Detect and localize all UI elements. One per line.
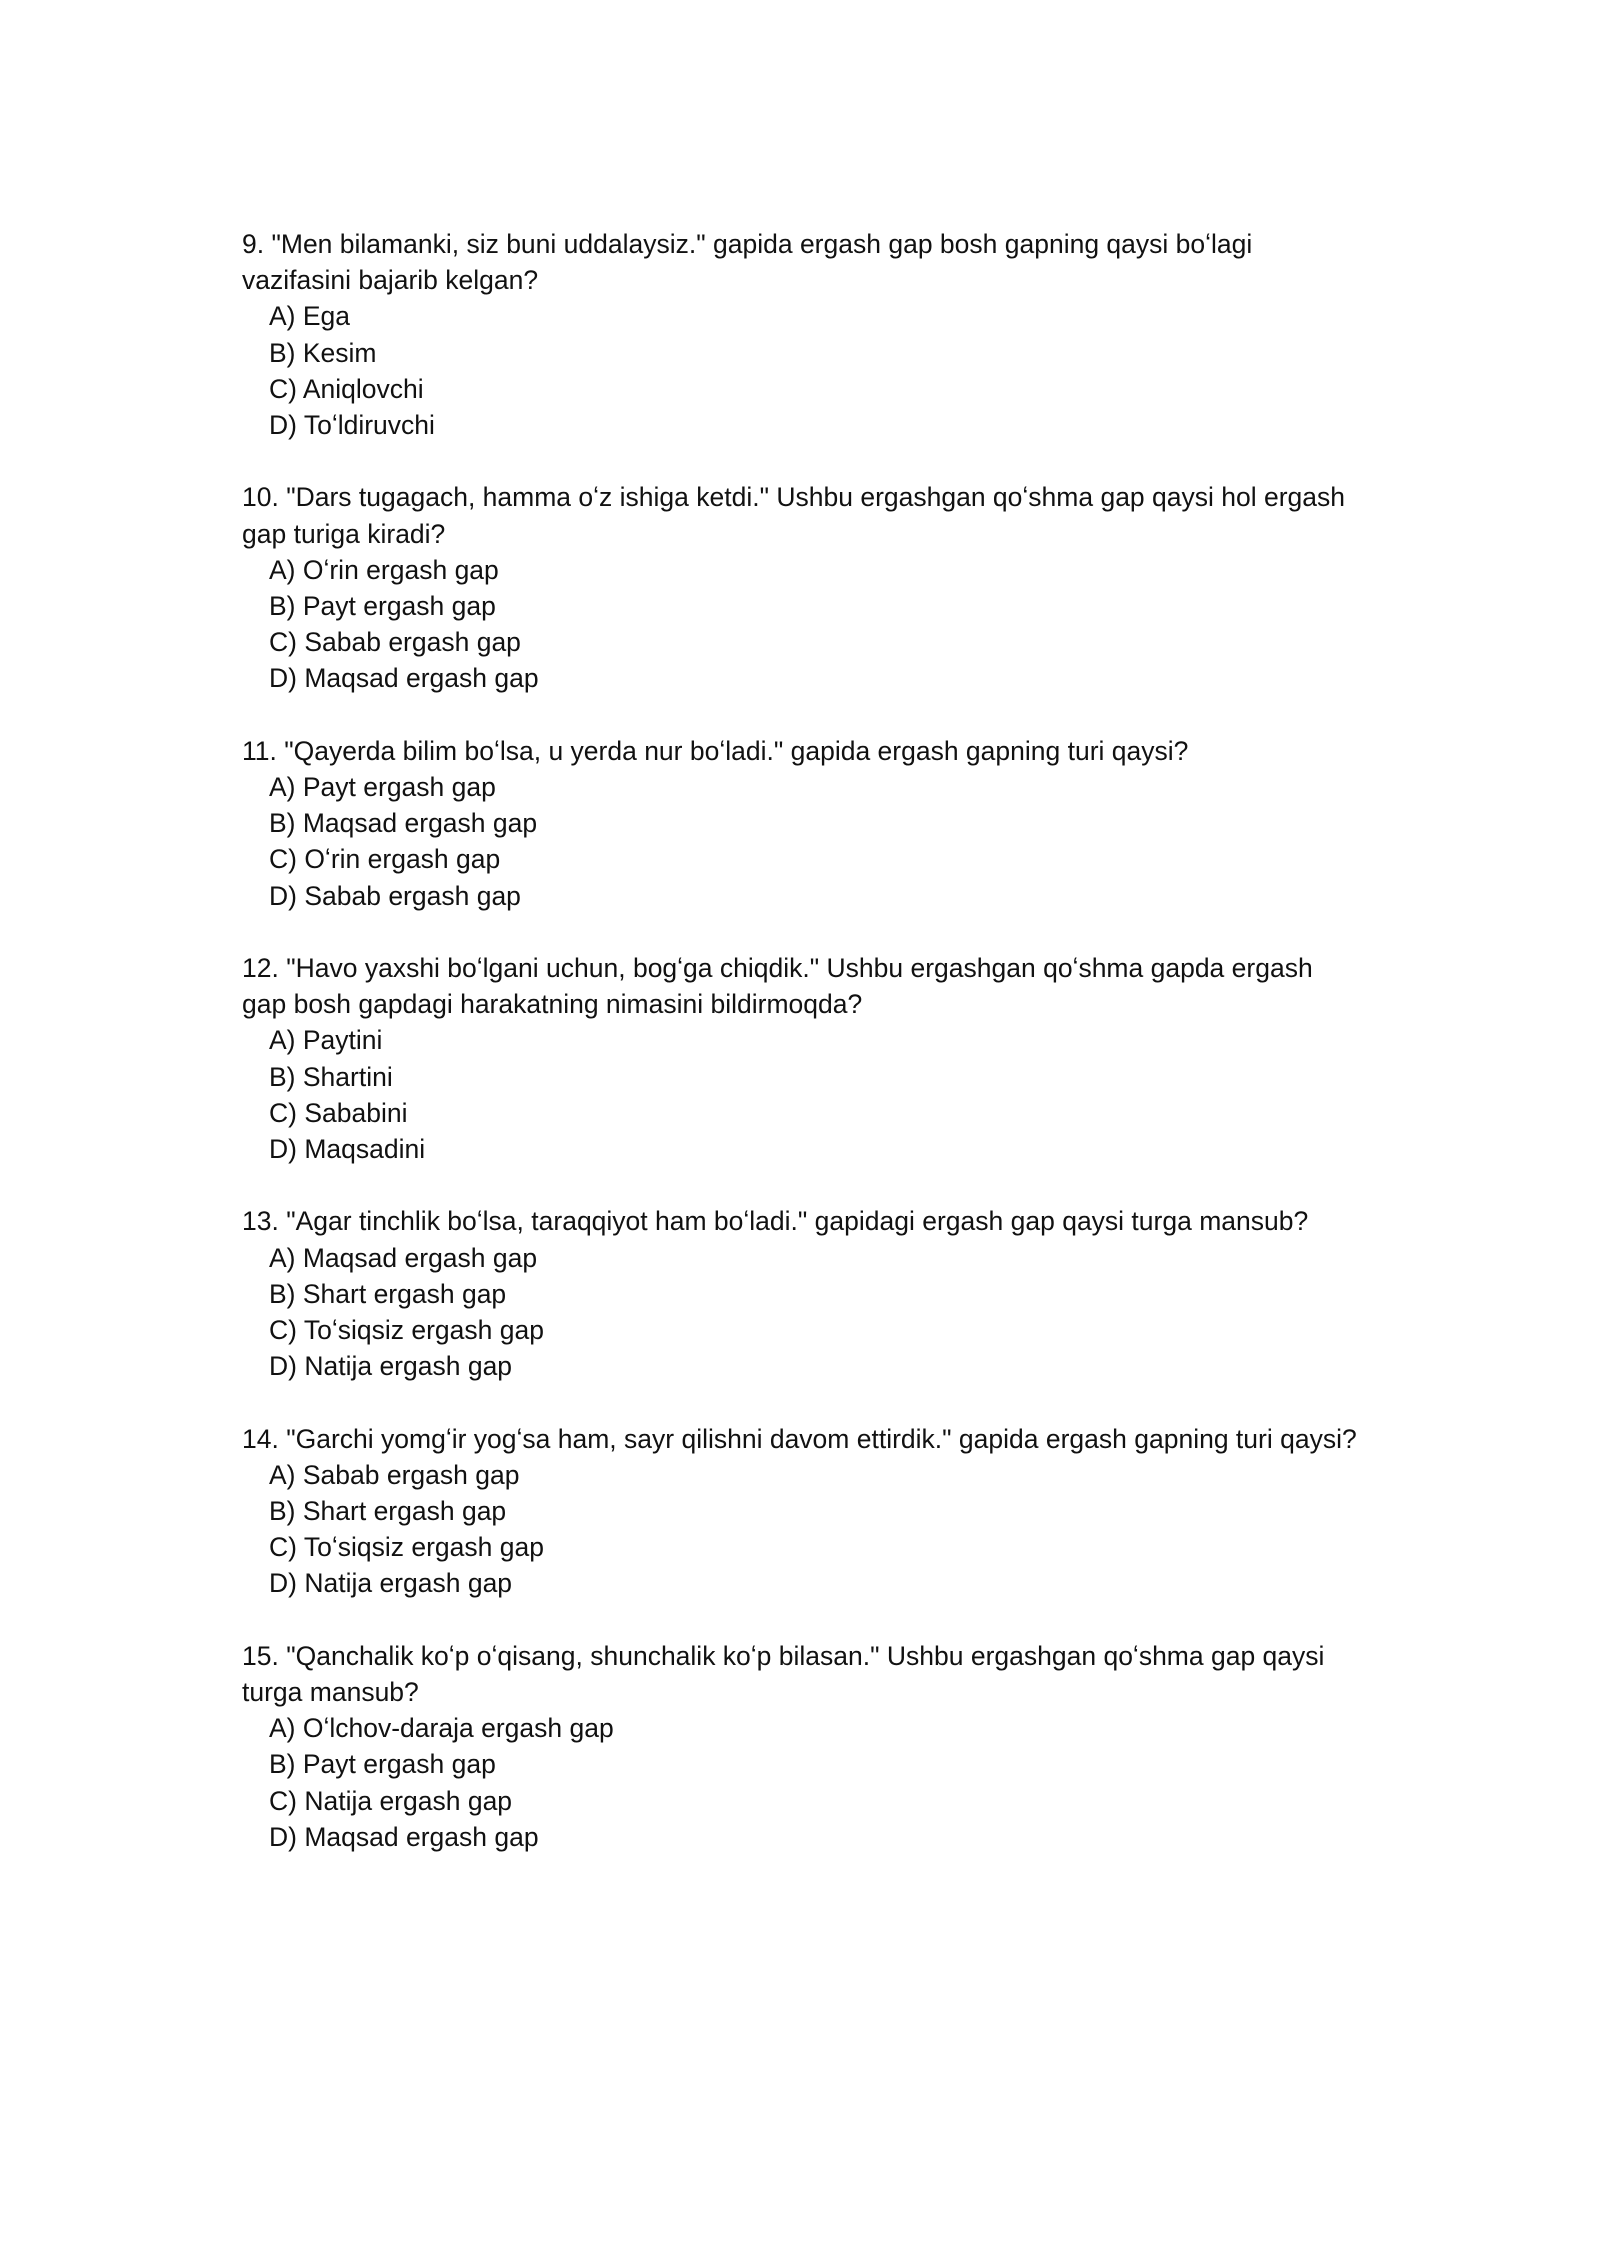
option-c: C) Oʻrin ergash gap <box>269 844 501 875</box>
option-b: B) Payt ergash gap <box>269 591 496 622</box>
option-a: A) Oʻlchov-daraja ergash gap <box>269 1713 614 1744</box>
option-c: C) Natija ergash gap <box>269 1785 513 1816</box>
option-a: A) Maqsad ergash gap <box>269 1242 538 1273</box>
answer-options <box>242 769 1362 914</box>
question-text: 15. "Qanchalik koʻp oʻqisang, shunchalik koʻp bilasan." Ushbu ergashgan qoʻshma gap qaysi turga mansub? <box>242 1640 1325 1708</box>
question-text: 10. "Dars tugagach, hamma oʻz ishiga ketdi." Ushbu ergashgan qoʻshma gap qaysi hol ergash gap turiga kiradi? <box>242 482 1346 549</box>
option-c: C) Toʻsiqsiz ergash gap <box>269 1315 544 1346</box>
question-12 <box>242 950 1362 1167</box>
option-d: D) Maqsad ergash gap <box>269 1821 539 1852</box>
question-text: 12. "Havo yaxshi boʻlgani uchun, bogʻga chiqdik." Ushbu ergashgan qoʻshma gapda ergash gap bosh gapdagi harakatning nimasini bildirmoqda? <box>242 953 1313 1020</box>
question-11 <box>242 733 1362 914</box>
option-d: D) Natija ergash gap <box>269 1351 513 1382</box>
question-10 <box>242 479 1362 696</box>
option-d: D) Toʻldiruvchi <box>269 410 435 441</box>
answer-options <box>242 1457 1362 1602</box>
answer-options <box>242 1710 1362 1855</box>
option-c: C) Sabab ergash gap <box>269 627 521 658</box>
question-text: 9. "Men bilamanki, siz buni uddalaysiz." gapida ergash gap bosh gapning qaysi boʻlagi vazifasini bajarib kelgan? <box>242 229 1253 296</box>
option-a: A) Paytini <box>269 1025 383 1056</box>
option-a: A) Ega <box>269 301 351 332</box>
option-a: A) Payt ergash gap <box>269 772 496 803</box>
option-b: B) Payt ergash gap <box>269 1749 496 1780</box>
option-b: B) Shart ergash gap <box>269 1496 507 1527</box>
question-13 <box>242 1203 1362 1384</box>
option-d: D) Natija ergash gap <box>269 1568 513 1599</box>
option-a: A) Sabab ergash gap <box>269 1459 520 1490</box>
option-a: A) Oʻrin ergash gap <box>269 554 499 585</box>
option-c: C) Toʻsiqsiz ergash gap <box>269 1532 544 1563</box>
option-d: D) Maqsad ergash gap <box>269 663 539 694</box>
quiz-content <box>242 226 1362 1891</box>
answer-options <box>242 298 1362 443</box>
answer-options <box>242 552 1362 697</box>
option-c: C) Sababini <box>269 1097 408 1128</box>
option-b: B) Kesim <box>269 337 377 368</box>
answer-options <box>242 1240 1362 1385</box>
question-text: 14. "Garchi yomgʻir yogʻsa ham, sayr qilishni davom ettirdik." gapida ergash gapning turi qaysi? <box>242 1423 1357 1454</box>
option-c: C) Aniqlovchi <box>269 373 424 404</box>
question-text: 11. "Qayerda bilim boʻlsa, u yerda nur boʻladi." gapida ergash gapning turi qaysi? <box>242 735 1189 766</box>
option-b: B) Shartini <box>269 1061 393 1092</box>
answer-options <box>242 1022 1362 1167</box>
question-9 <box>242 226 1362 443</box>
option-b: B) Shart ergash gap <box>269 1278 507 1309</box>
option-d: D) Maqsadini <box>269 1134 426 1165</box>
option-d: D) Sabab ergash gap <box>269 880 521 911</box>
question-15 <box>242 1638 1362 1855</box>
question-14 <box>242 1421 1362 1602</box>
option-b: B) Maqsad ergash gap <box>269 808 538 839</box>
question-text: 13. "Agar tinchlik boʻlsa, taraqqiyot ham boʻladi." gapidagi ergash gap qaysi turga mansub? <box>242 1206 1309 1237</box>
